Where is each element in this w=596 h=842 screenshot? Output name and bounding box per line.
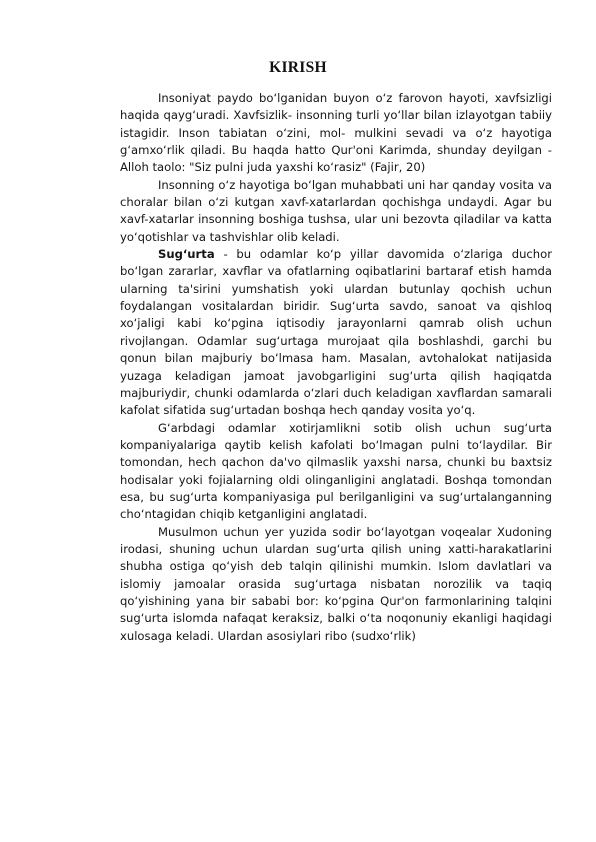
paragraph-1: Insoniyat paydo bo‘lganidan buyon o‘z farovon hayoti, xavfsizligi haqida qayg‘uradi. Xavfsizlik- insonning turli yo‘llar bilan izlayotgan tabiiy istagidir. Inson tabiatan o‘zini, mol- mulkini sevadi va o‘z hayotiga g‘amxo‘rlik qiladi. Bu haqda hatto Qur'oni Karimda, shunday deyilgan -Alloh taolo: "Siz pulni juda yaxshi ko‘rasiz" (Fajir, 20): [120, 91, 552, 175]
paragraph-2: Insonning o‘z hayotiga bo‘lgan muhabbati uni har qanday vosita va choralar bilan o‘zi kutgan xavf-xatarlardan qochishga undaydi. Agar bu xavf-xatarlar insonning boshiga tushsa, ular uni bezovta qiladilar va katta yo‘qotishlar va tashvishlar olib keladi.: [120, 177, 552, 244]
paragraph-5: Musulmon uchun yer yuzida sodir bo‘layotgan voqealar Xudoning irodasi, shuning uchun ulardan sug‘urta qilish uning xatti-harakatlarini shubha ostiga qo‘yish deb talqin qilinishi mumkin. Islom davlatlari va islomiy jamoalar orasida sug‘urtaga nisbatan norozilik va taqiq qo‘yishining yana bir sababi bor: ko‘pgina Qur'on farmonlarining talqini sug‘urta islomda nafaqat keraksiz, balki o‘ta noqonuniy ekanligi haqidagi xulosaga keladi. Ulardan asosiylari ribo (sudxo‘rlik): [120, 524, 552, 643]
page-title: KIRISH: [269, 59, 327, 76]
term-sugurta: Sug‘urta: [158, 247, 215, 262]
paragraph-3: [120, 246, 552, 419]
document-body: [120, 90, 552, 645]
paragraph-3-text: - bu odamlar ko‘p yillar davomida o‘zlariga duchor bo‘lgan zararlar, xavflar va ofatlarning oqibatlarini bartaraf etish hamda ularning ta'sirini yumshatish yoki ulardan butunlay qochish uchun foydalangan vositalardan biridir. Sug‘urta savdo, sanoat va qishloq xo‘jaligi kabi ko‘pgina iqtisodiy jarayonlarni qamrab olish uchun rivojlangan. Odamlar sug‘urtaga murojaat qila boshlashdi, garchi bu qonun bilan majburiy bo‘lmasa ham. Masalan, avtohalokat natijasida yuzaga keladigan jamoat javobgarligini sug‘urta qilish haqiqatda majburiydir, chunki odamlarda o‘zlari duch keladigan xavflardan samarali kafolat sifatida sug‘urtadan boshqa hech qanday vosita yo‘q.: [120, 247, 552, 418]
paragraph-4: G‘arbdagi odamlar xotirjamlikni sotib olish uchun sug‘urta kompaniyalariga qaytib kelish kafolati bo‘lmagan pulni to‘laydilar. Bir tomondan, hech qachon da'vo qilmaslik yaxshi narsa, chunki bu baxtsiz hodisalar yoki fojialarning oldi olinganligini anglatadi. Boshqa tomondan esa, bu sug‘urta kompaniyasiga pul berilganligini va sug‘urtalanganning cho‘ntagidan chiqib ketganligini anglatadi.: [120, 420, 552, 522]
